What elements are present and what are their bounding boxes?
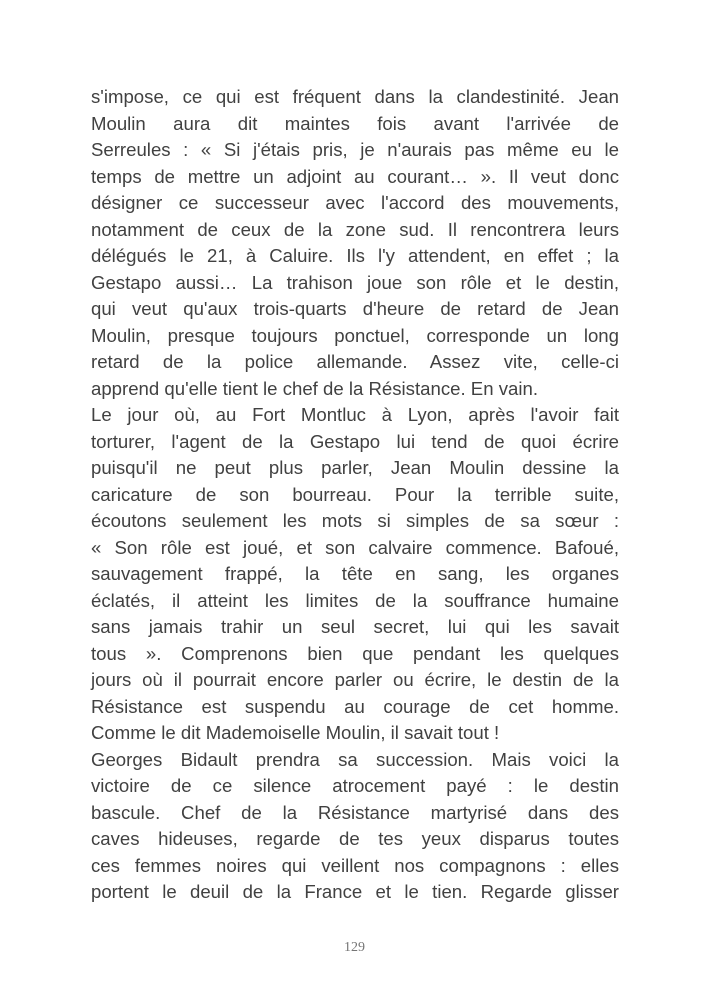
- page-number: 129: [344, 940, 365, 955]
- text-line: victoire de ce silence atrocement payé : le destin: [91, 775, 619, 796]
- text-line: apprend qu'elle tient le chef de la Résistance. En vain.: [91, 377, 538, 399]
- text-line: sans jamais trahir un seul secret, lui qui les savait: [91, 616, 619, 637]
- text-line: s'impose, ce qui est fréquent dans la clandestinité. Jean: [91, 86, 619, 107]
- text-line: notamment de ceux de la zone sud. Il rencontrera leurs: [91, 218, 619, 240]
- text-line: bascule. Chef de la Résistance martyrisé dans des: [91, 801, 619, 823]
- text-line: Georges Bidault prendra sa succession. Mais voici la: [91, 748, 619, 770]
- text-line: éclatés, il atteint les limites de la souffrance humaine: [91, 589, 619, 611]
- text-line: torturer, l'agent de la Gestapo lui tend de quoi écrire: [91, 430, 619, 452]
- body-text: [91, 84, 619, 906]
- text-line: Comme le dit Mademoiselle Moulin, il savait tout !: [91, 722, 500, 743]
- text-line: puisqu'il ne peut plus parler, Jean Moulin dessine la: [91, 457, 619, 478]
- text-line: caves hideuses, regarde de tes yeux disparus toutes: [91, 828, 619, 849]
- text-line: caricature de son bourreau. Pour la terrible suite,: [91, 483, 619, 505]
- text-line: délégués le 21, à Caluire. Ils l'y attendent, en effet ; la: [91, 245, 619, 266]
- text-line: jours où il pourrait encore parler ou écrire, le destin de la: [91, 669, 619, 690]
- text-line: tous ». Comprenons bien que pendant les quelques: [91, 642, 619, 664]
- text-line: écoutons seulement les mots si simples de sa sœur :: [91, 510, 619, 531]
- text-line: Moulin, presque toujours ponctuel, corresponde un long: [91, 324, 619, 346]
- text-line: Moulin aura dit maintes fois avant l'arrivée de: [91, 112, 619, 134]
- text-line: qui veut qu'aux trois-quarts d'heure de retard de Jean: [91, 298, 619, 319]
- text-line: Le jour où, au Fort Montluc à Lyon, après l'avoir fait: [91, 404, 619, 425]
- text-line: ces femmes noires qui veillent nos compagnons : elles: [91, 854, 619, 876]
- text-line: « Son rôle est joué, et son calvaire commence. Bafoué,: [91, 536, 619, 558]
- text-line: désigner ce successeur avec l'accord des mouvements,: [91, 192, 619, 213]
- text-line: portent le deuil de la France et le tien. Regarde glisser: [91, 881, 619, 902]
- text-line: Serreules : « Si j'étais pris, je n'aurais pas même eu le: [91, 139, 619, 160]
- text-line: Résistance est suspendu au courage de cet homme.: [91, 695, 619, 717]
- text-line: retard de la police allemande. Assez vite, celle-ci: [91, 351, 619, 372]
- text-line: temps de mettre un adjoint au courant… ». Il veut donc: [91, 165, 619, 187]
- text-line: sauvagement frappé, la tête en sang, les organes: [91, 563, 619, 584]
- text-line: Gestapo aussi… La trahison joue son rôle et le destin,: [91, 271, 619, 293]
